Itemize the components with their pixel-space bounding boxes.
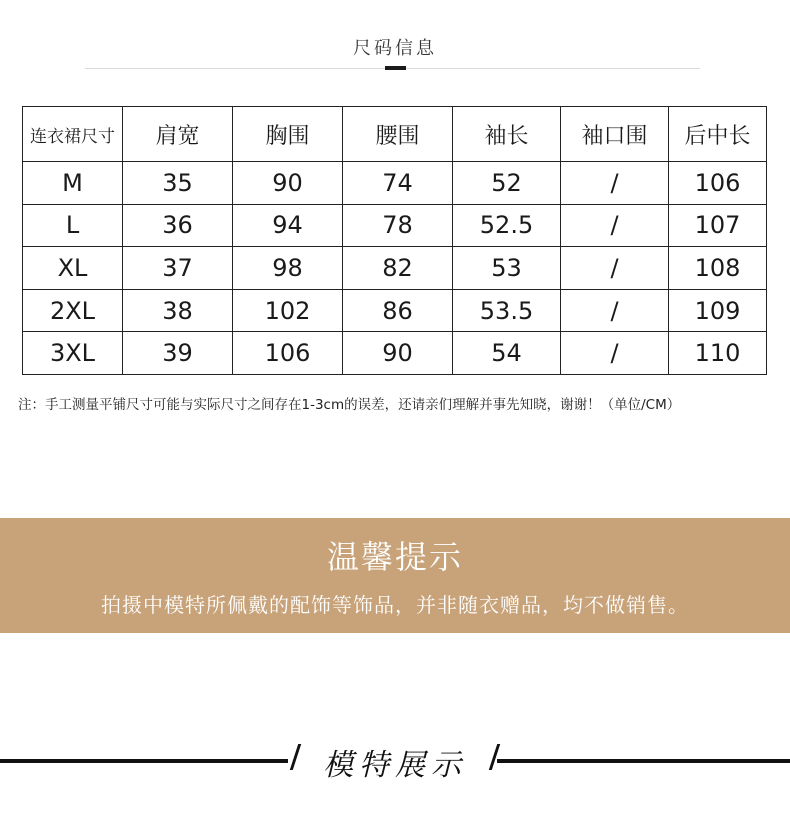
table-cell: L (23, 204, 123, 247)
header-cell-shoulder: 肩宽 (123, 107, 233, 162)
table-cell: 52.5 (453, 204, 561, 247)
size-chart-table (22, 106, 767, 375)
table-cell: 53.5 (453, 289, 561, 332)
footer-divider-left (0, 759, 288, 763)
table-cell: 38 (123, 289, 233, 332)
table-cell: / (561, 289, 669, 332)
table-cell: / (561, 162, 669, 205)
table-row (23, 162, 767, 205)
table-cell: 3XL (23, 332, 123, 375)
size-info-title: 尺码信息 (353, 38, 437, 59)
footer-divider-right (497, 759, 790, 763)
table-row (23, 204, 767, 247)
table-cell: 90 (233, 162, 343, 205)
table-cell: 108 (669, 247, 767, 290)
header-cell-waist: 腰围 (343, 107, 453, 162)
table-cell: 107 (669, 204, 767, 247)
table-cell: 36 (123, 204, 233, 247)
tips-text: 拍摄中模特所佩戴的配饰等饰品，并非随衣赠品，均不做销售。 (101, 593, 689, 617)
table-cell: 94 (233, 204, 343, 247)
table-cell: 35 (123, 162, 233, 205)
table-header-row (23, 107, 767, 162)
table-cell: 102 (233, 289, 343, 332)
model-display-title: 模特展示 (323, 748, 467, 783)
table-cell: 82 (343, 247, 453, 290)
header-cell-sleeve: 袖长 (453, 107, 561, 162)
footer-slash-right (489, 744, 500, 770)
table-row (23, 289, 767, 332)
table-cell: 37 (123, 247, 233, 290)
table-cell: 106 (669, 162, 767, 205)
table-cell: 2XL (23, 289, 123, 332)
table-cell: 106 (233, 332, 343, 375)
header-cell-size: 连衣裙尺寸 (23, 107, 123, 162)
header-cell-length: 后中长 (669, 107, 767, 162)
tips-banner (0, 518, 790, 633)
table-cell: XL (23, 247, 123, 290)
table-cell: 39 (123, 332, 233, 375)
table-cell: 52 (453, 162, 561, 205)
header-cell-cuff: 袖口围 (561, 107, 669, 162)
table-cell: 54 (453, 332, 561, 375)
table-cell: 74 (343, 162, 453, 205)
header-cell-bust: 胸围 (233, 107, 343, 162)
table-row (23, 332, 767, 375)
table-cell: 53 (453, 247, 561, 290)
table-cell: 109 (669, 289, 767, 332)
table-row (23, 247, 767, 290)
measurement-note: 注：手工测量平铺尺寸可能与实际尺寸之间存在1-3cm的误差，还请亲们理解并事先知晓，谢谢！（单位/CM） (18, 397, 681, 413)
table-cell: M (23, 162, 123, 205)
table-cell: 110 (669, 332, 767, 375)
table-cell: / (561, 332, 669, 375)
tips-title: 温馨提示 (326, 538, 463, 576)
table-cell: 90 (343, 332, 453, 375)
table-cell: 98 (233, 247, 343, 290)
title-accent-bar (385, 66, 406, 70)
table-cell: 78 (343, 204, 453, 247)
table-cell: / (561, 247, 669, 290)
table-cell: / (561, 204, 669, 247)
table-cell: 86 (343, 289, 453, 332)
